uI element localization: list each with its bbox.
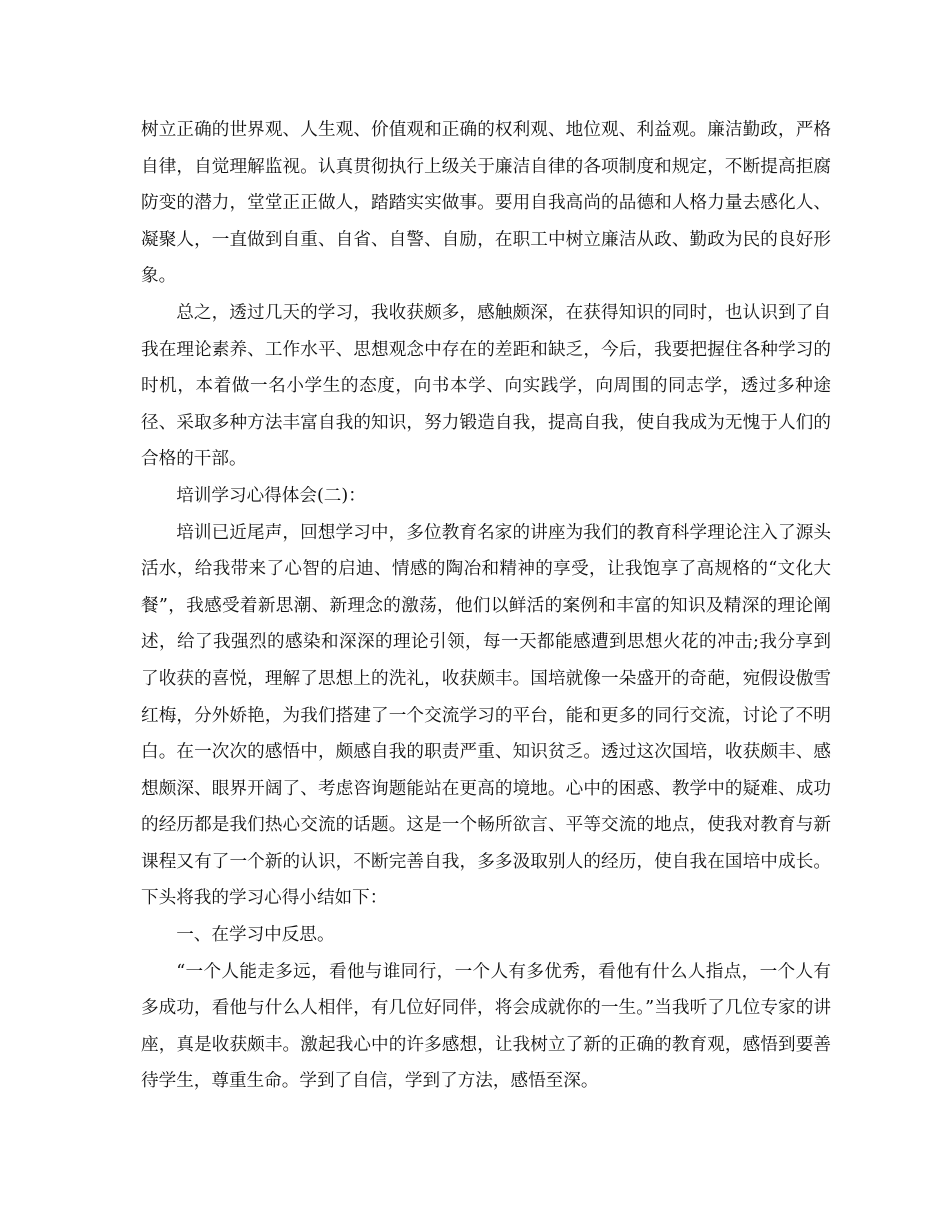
- document-body: [141, 112, 831, 1100]
- subheading-reflect-in-learning: 一、在学习中反思。: [176, 925, 335, 946]
- paragraph-integrity: 树立正确的世界观、人生观、价值观和正确的权利观、地位观、利益观。廉洁勤政，严格自律，自觉理解监视。认真贯彻执行上级关于廉洁自律的各项制度和规定，不断提高拒腐防变的潜力，堂堂正正做人，踏踏实实做事。要用自我高尚的品德和人格力量去感化人、凝聚人，一直做到自重、自省、自警、自励，在职工中树立廉洁从政、勤政为民的良好形象。: [141, 120, 831, 287]
- paragraph-summary: 总之，透过几天的学习，我收获颇多，感触颇深，在获得知识的同时，也认识到了自我在理论素养、工作水平、思想观念中存在的差距和缺乏，今后，我要把握住各种学习的时机，本着做一名小学生的态度，向书本学、向实践学，向周围的同志学，透过多种途径、采取多种方法丰富自我的知识，努力锻造自我，提高自我，使自我成为无愧于人们的合格的干部。: [141, 302, 831, 470]
- paragraph-training-review: 培训已近尾声，回想学习中，多位教育名家的讲座为我们的教育科学理论注入了源头活水，给我带来了心智的启迪、情感的陶冶和精神的享受，让我饱享了高规格的“文化大餐”，我感受着新思潮、新理念的激荡，他们以鲜活的案例和丰富的知识及精深的理论阐述，给了我强烈的感染和深深的理论引领，每一天都能感遭到思想火花的冲击;我分享到了收获的喜悦，理解了思想上的洗礼，收获颇丰。国培就像一朵盛开的奇葩，宛假设傲雪红梅，分外娇艳，为我们搭建了一个交流学习的平台，能和更多的同行交流，讨论了不明白。在一次次的感悟中，颇感自我的职责严重、知识贫乏。透过这次国培，收获颇丰、感想颇深、眼界开阔了、考虑咨询题能站在更高的境地。心中的困惑、教学中的疑难、成功的经历都是我们热心交流的话题。这是一个畅所欲言、平等交流的地点，使我对教育与新课程又有了一个新的认识，不断完善自我，多多汲取别人的经历，使自我在国培中成长。下头将我的学习心得小结如下：: [141, 522, 831, 909]
- paragraph-quote-reflection: “一个人能走多远，看他与谁同行，一个人有多优秀，看他有什么人指点，一个人有多成功，看他与什么人相伴，有几位好同伴，将会成就你的一生。”当我听了几位专家的讲座，真是收获颇丰。激起我心中的许多感想，让我树立了新的正确的教育观，感悟到要善待学生，尊重生命。学到了自信，学到了方法，感悟至深。: [141, 961, 831, 1092]
- section-heading-training-reflection-2: 培训学习心得体会(二)：: [176, 485, 366, 506]
